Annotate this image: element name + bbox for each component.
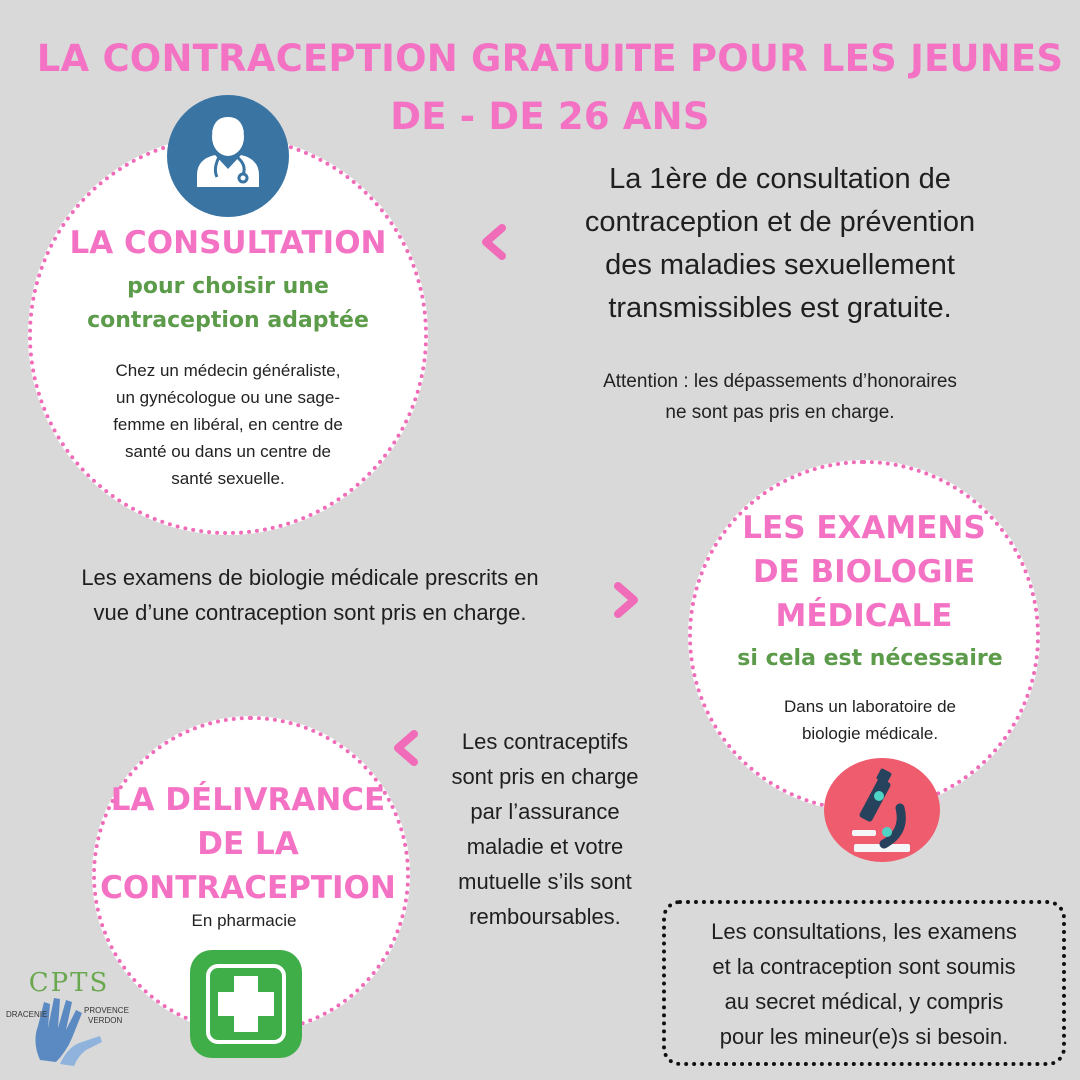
consultation-note bbox=[540, 366, 1020, 428]
consultation-note-line1: Attention : les dépassements d’honoraires bbox=[603, 371, 957, 392]
delivery-title bbox=[96, 778, 400, 910]
chevron-right-icon bbox=[606, 580, 646, 620]
delivery-body: En pharmacie bbox=[191, 911, 297, 930]
exams-title-line3: MÉDICALE bbox=[775, 598, 953, 634]
secret-box-line4: pour les mineur(e)s si besoin. bbox=[719, 1024, 1009, 1049]
secret-box-text bbox=[666, 914, 1062, 1054]
consultation-title: LA CONSULTATION bbox=[69, 225, 387, 261]
exams-title-line1: LES EXAMENS bbox=[742, 510, 986, 546]
consultation-info-line4: transmissibles est gratuite. bbox=[608, 292, 952, 324]
delivery-title-line3: CONTRACEPTION bbox=[100, 870, 396, 906]
secret-box-line1: Les consultations, les examens bbox=[711, 919, 1017, 944]
exams-body-line1: Dans un laboratoire de bbox=[783, 697, 956, 716]
exams-title bbox=[700, 506, 1028, 638]
secret-box-line3: au secret médical, y compris bbox=[724, 989, 1004, 1014]
consultation-body-line1: Chez un médecin généraliste, bbox=[115, 361, 341, 380]
page-title-line1: LA CONTRACEPTION GRATUITE POUR LES JEUNES bbox=[36, 37, 1064, 80]
page-title-line2: DE - DE 26 ANS bbox=[390, 95, 710, 138]
consultation-info bbox=[540, 158, 1020, 330]
delivery-title-line1: LA DÉLIVRANCE bbox=[110, 782, 386, 818]
doctor-icon bbox=[167, 95, 289, 217]
secret-box bbox=[662, 900, 1066, 1066]
delivery-info-line4: maladie et votre bbox=[466, 834, 624, 859]
exams-subtitle: si cela est nécessaire bbox=[737, 646, 1003, 671]
logo-name: CPTS bbox=[28, 968, 110, 998]
exams-body bbox=[710, 693, 1030, 747]
exams-body-line2: biologie médicale. bbox=[801, 724, 939, 743]
consultation-body-line5: santé sexuelle. bbox=[171, 469, 285, 488]
consultation-body-line3: femme en libéral, en centre de bbox=[113, 415, 343, 434]
cpts-logo bbox=[6, 968, 129, 1068]
exams-title-line2: DE BIOLOGIE bbox=[752, 554, 976, 590]
delivery-info-line5: mutuelle s’ils sont bbox=[458, 869, 632, 894]
delivery-info-line2: sont pris en charge bbox=[451, 764, 639, 789]
logo-word-right2: VERDON bbox=[88, 1016, 123, 1025]
consultation-subtitle-line1: pour choisir une bbox=[127, 274, 329, 299]
consultation-info-line2: contraception et de prévention bbox=[584, 206, 976, 238]
secret-box-line2: et la contraception sont soumis bbox=[712, 954, 1016, 979]
chevron-left-icon bbox=[474, 222, 514, 262]
hands-icon bbox=[20, 990, 110, 1068]
exams-info-line1: Les examens de biologie médicale prescrits en bbox=[81, 565, 539, 590]
exams-info-line2: vue d’une contraception sont pris en charge. bbox=[93, 600, 527, 625]
logo-word-right1: PROVENCE bbox=[84, 1006, 129, 1015]
logo-word-left: DRACENIE bbox=[6, 1010, 48, 1019]
consultation-body-line4: santé ou dans un centre de bbox=[124, 442, 332, 461]
microscope-icon bbox=[824, 758, 940, 862]
consultation-info-line1: La 1ère de consultation de bbox=[609, 163, 951, 195]
delivery-title-line2: DE LA bbox=[197, 826, 299, 862]
consultation-subtitle-line2: contraception adaptée bbox=[87, 308, 369, 333]
consultation-note-line2: ne sont pas pris en charge. bbox=[665, 402, 895, 423]
consultation-body-line2: un gynécologue ou une sage- bbox=[115, 388, 340, 407]
exams-info bbox=[20, 560, 600, 630]
consultation-info-line3: des maladies sexuellement bbox=[605, 249, 955, 281]
consultation-body bbox=[60, 357, 396, 492]
delivery-info-line6: remboursables. bbox=[469, 904, 621, 929]
delivery-info bbox=[420, 724, 670, 934]
consultation-subtitle bbox=[40, 270, 416, 338]
pharmacy-cross-icon bbox=[190, 950, 302, 1058]
delivery-info-line3: par l’assurance bbox=[470, 799, 620, 824]
delivery-info-line1: Les contraceptifs bbox=[461, 729, 629, 754]
